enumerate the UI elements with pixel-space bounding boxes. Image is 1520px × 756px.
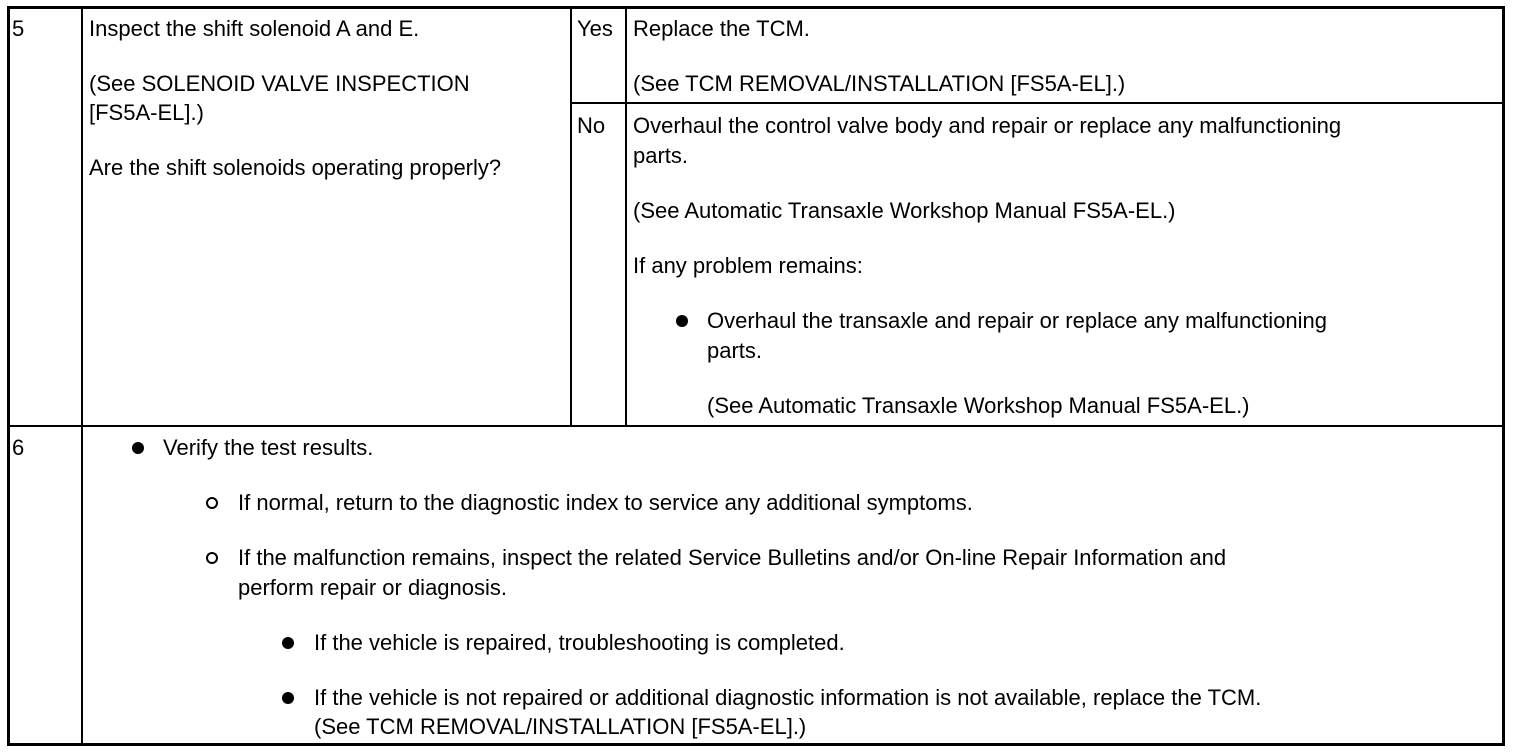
- malfunction-remains-line1: If the malfunction remains, inspect the related Service Bulletins and/or On-line Repair Information and: [238, 545, 1227, 570]
- bullet-icon: [282, 637, 294, 649]
- problem-remains-text: If any problem remains:: [633, 253, 863, 278]
- action-reference-line1: (See SOLENOID VALVE INSPECTION: [89, 71, 470, 96]
- not-repaired-line2: (See TCM REMOVAL/INSTALLATION [FS5A-EL].): [314, 714, 807, 739]
- malfunction-remains-line2: perform repair or diagnosis.: [238, 575, 508, 600]
- yes-result-reference: (See TCM REMOVAL/INSTALLATION [FS5A-EL].): [633, 71, 1126, 96]
- bullet-icon: [282, 692, 294, 704]
- no-result-text-line1: Overhaul the control valve body and repair or replace any malfunctioning: [633, 113, 1342, 138]
- no-result-reference: (See Automatic Transaxle Workshop Manual FS5A-EL.): [633, 198, 1176, 223]
- action-question: Are the shift solenoids operating properly?: [89, 155, 502, 180]
- bullet-icon: [676, 315, 688, 327]
- overhaul-bullet-line2: parts.: [707, 338, 763, 363]
- circle-bullet-icon: [206, 552, 218, 564]
- action-text: Inspect the shift solenoid A and E.: [89, 16, 420, 41]
- normal-result-text: If normal, return to the diagnostic index to service any additional symptoms.: [238, 490, 973, 515]
- action-reference-line2: [FS5A-EL].): [89, 100, 204, 125]
- step-column-divider: [81, 6, 83, 746]
- repaired-text: If the vehicle is repaired, troubleshooting is completed.: [314, 630, 845, 655]
- yes-result-text: Replace the TCM.: [633, 16, 810, 41]
- step-number-6: 6: [12, 435, 25, 460]
- circle-bullet-icon: [206, 497, 218, 509]
- yes-no-divider: [570, 102, 1505, 104]
- not-repaired-line1: If the vehicle is not repaired or additional diagnostic information is not available, replace the TCM.: [314, 685, 1262, 710]
- overhaul-bullet-reference: (See Automatic Transaxle Workshop Manual FS5A-EL.): [707, 393, 1250, 418]
- verify-bullet: Verify the test results.: [163, 435, 374, 460]
- no-result-text-line2: parts.: [633, 143, 689, 168]
- action-column-divider: [570, 6, 572, 426]
- result-column-divider: [625, 6, 627, 426]
- row-divider: [7, 425, 1505, 427]
- overhaul-bullet-line1: Overhaul the transaxle and repair or replace any malfunctioning: [707, 308, 1328, 333]
- no-label: No: [577, 113, 606, 138]
- yes-label: Yes: [577, 16, 613, 41]
- bullet-icon: [132, 442, 144, 454]
- step-number-5: 5: [12, 16, 25, 41]
